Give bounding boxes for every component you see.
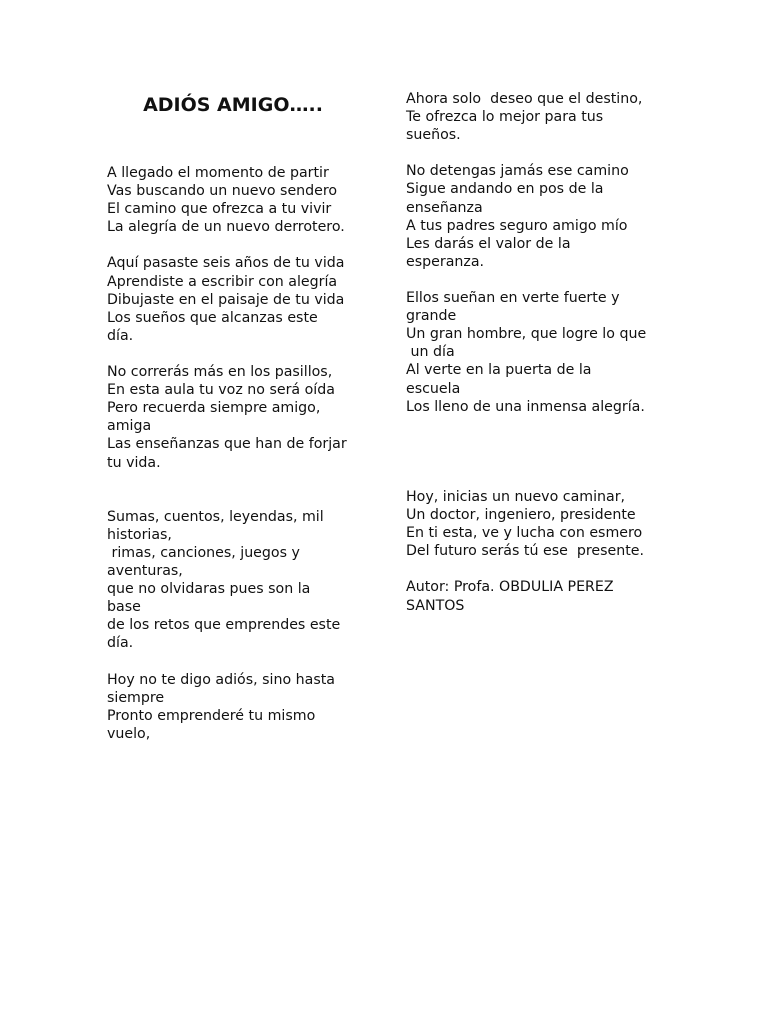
verse-line: Vas buscando un nuevo sendero: [107, 183, 338, 200]
verse-line: La alegría de un nuevo derrotero.: [107, 219, 345, 236]
spacer: [406, 271, 668, 289]
verse-line: amiga: [107, 418, 152, 435]
verse-line: Hoy, inicias un nuevo caminar,: [406, 488, 626, 505]
verse-line: Sumas, cuentos, leyendas, mil: [107, 508, 324, 525]
verse-line: aventuras,: [107, 563, 183, 580]
stanza-5: [107, 671, 369, 743]
verse-line: Las enseñanzas que han de forjar: [107, 436, 347, 453]
spacer: [107, 345, 369, 363]
verse-line: escuela: [406, 380, 461, 397]
verse-line: Aprendiste a escribir con alegría: [107, 273, 338, 290]
verse-line: Dibujaste en el paisaje de tu vida: [107, 291, 345, 308]
stanza-9: [406, 488, 668, 560]
verse-line: un día: [406, 344, 455, 361]
verse-line: Un doctor, ingeniero, presidente: [406, 507, 636, 524]
verse-line: En ti esta, ve y lucha con esmero: [406, 525, 643, 542]
spacer: [406, 416, 668, 470]
spacer: [107, 236, 369, 254]
verse-line: Sigue andando en pos de la: [406, 181, 604, 198]
verse-line: grande: [406, 308, 457, 325]
stanza-2: [107, 254, 369, 344]
author-line: SANTOS: [406, 597, 465, 614]
verse-line: No detengas jamás ese camino: [406, 163, 629, 180]
verse-line: enseñanza: [406, 199, 483, 216]
spacer: [107, 117, 369, 164]
right-column: [406, 90, 668, 615]
verse-line: día.: [107, 635, 134, 652]
verse-line: A llegado el momento de partir: [107, 165, 329, 181]
verse-line: que no olvidaras pues son la: [107, 581, 311, 598]
verse-line: Ahora solo deseo que el destino,: [406, 91, 643, 107]
spacer: [107, 472, 369, 508]
verse-line: Los lleno de una inmensa alegría.: [406, 398, 645, 415]
verse-line: A tus padres seguro amigo mío: [406, 217, 628, 234]
verse-line: El camino que ofrezca a tu vivir: [107, 201, 332, 218]
verse-line: rimas, canciones, juegos y: [107, 544, 300, 561]
stanza-7: [406, 162, 668, 271]
verse-line: Pronto emprenderé tu mismo: [107, 707, 316, 724]
verse-line: base: [107, 599, 141, 616]
verse-line: No correrás más en los pasillos,: [107, 364, 333, 381]
verse-line: día.: [107, 327, 134, 344]
verse-line: historias,: [107, 526, 172, 543]
spacer: [406, 144, 668, 162]
left-column: [107, 90, 369, 743]
spacer: [406, 470, 668, 488]
spacer: [406, 560, 668, 578]
verse-line: esperanza.: [406, 253, 485, 270]
verse-line: Un gran hombre, que logre lo que: [406, 326, 647, 343]
verse-line: Al verte en la puerta de la: [406, 362, 592, 379]
verse-line: Los sueños que alcanzas este: [107, 309, 318, 326]
stanza-3: [107, 363, 369, 472]
verse-line: Ellos sueñan en verte fuerte y: [406, 290, 620, 307]
stanza-1: [107, 164, 369, 236]
author-credit: [406, 578, 668, 614]
verse-line: Les darás el valor de la: [406, 235, 571, 252]
poem-title: ADIÓS AMIGO…..: [143, 94, 323, 116]
verse-line: Aquí pasaste seis años de tu vida: [107, 255, 345, 272]
verse-line: de los retos que emprendes este: [107, 617, 341, 634]
stanza-4: [107, 508, 369, 653]
verse-line: siempre: [107, 689, 165, 706]
verse-line: Te ofrezca lo mejor para tus: [406, 109, 604, 126]
author-line: Autor: Profa. OBDULIA PEREZ: [406, 579, 614, 596]
verse-line: Del futuro serás tú ese presente.: [406, 543, 645, 560]
spacer: [107, 653, 369, 671]
verse-line: sueños.: [406, 127, 461, 144]
verse-line: Hoy no te digo adiós, sino hasta: [107, 671, 335, 688]
verse-line: En esta aula tu voz no será oída: [107, 382, 335, 399]
stanza-8: [406, 289, 668, 416]
verse-line: vuelo,: [107, 725, 151, 742]
stanza-6: [406, 90, 668, 144]
verse-line: Pero recuerda siempre amigo,: [107, 400, 321, 417]
verse-line: tu vida.: [107, 454, 161, 471]
